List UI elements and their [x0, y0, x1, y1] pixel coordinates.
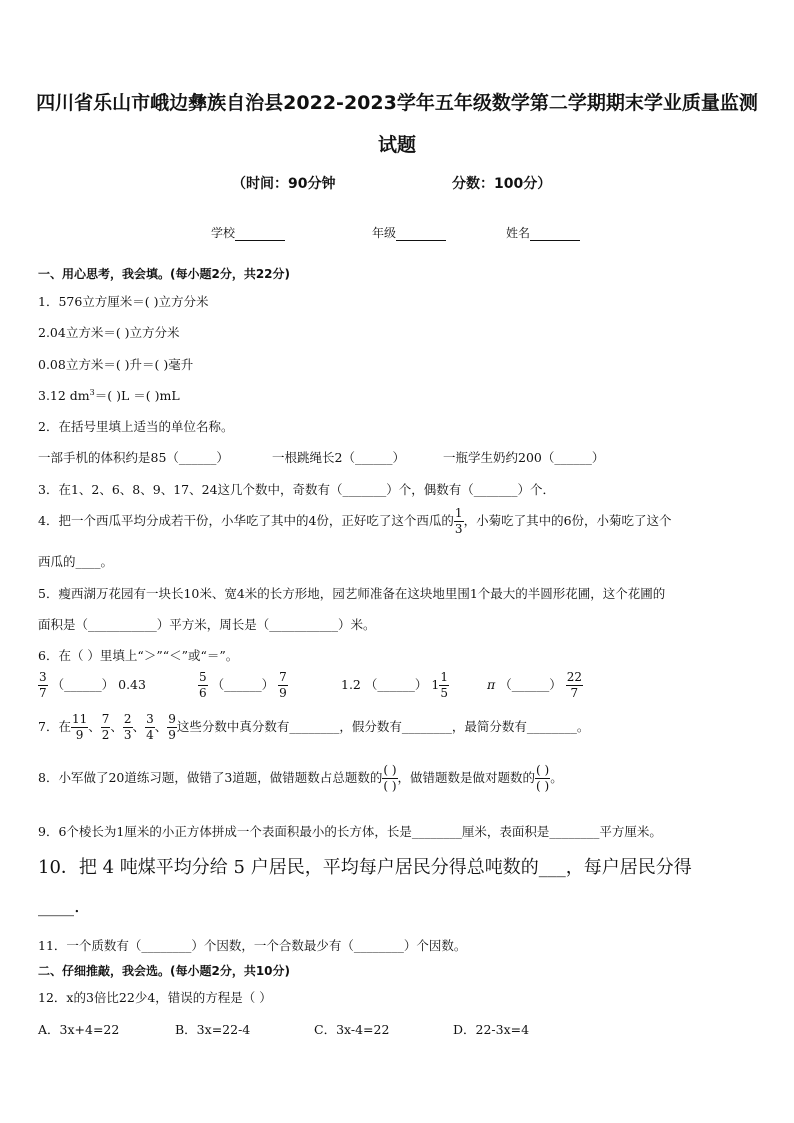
question-2a: 一部手机的体积约是85（______） — [38, 450, 229, 465]
name-label: 姓名 — [506, 226, 531, 240]
question-1c: 0.08立方米＝( )升＝( )毫升 — [38, 357, 194, 372]
school-blank[interactable] — [235, 227, 285, 241]
question-1b: 2.04立方米＝( )立方分米 — [38, 325, 180, 340]
q1d-suffix: ＝( )L ＝( )mL — [94, 388, 180, 403]
section-1-heading: 一、用心思考，我会填。(每小题2分，共22分) — [38, 267, 291, 281]
option-b[interactable]: B．3x=22-4 — [175, 1022, 251, 1037]
question-8: 8．小军做了20道练习题，做错了3道题，做错题数占总题数的 $\frac{( )}{( )}$ ，做错题数是做对题数的 $\frac{( )}{( )}$ 。 — [38, 763, 563, 793]
question-1d — [38, 386, 180, 404]
q6-blank-2[interactable]: （______） — [211, 677, 275, 692]
question-2: 2．在括号里填上适当的单位名称。 — [38, 419, 234, 434]
question-2c: 一瓶学生奶约200（______） — [443, 450, 605, 465]
question-3: 3．在1、2、6、8、9、17、24这几个数中，奇数有（_______）个，偶数有（_______）个． — [38, 482, 556, 497]
q8-blank-fraction-1[interactable]: $\frac{( )}{( )}$ — [383, 763, 397, 793]
exam-title: 四川省乐山市峨边彝族自治县2022-2023学年五年级数学第二学期期末学业质量监测 — [36, 92, 758, 114]
question-9: 9．6个棱长为1厘米的小正方体拼成一个表面积最小的长方体，长是________厘米，表面积是________平方厘米。 — [38, 824, 662, 839]
question-4 — [38, 506, 672, 537]
q6-item-2: $\frac{5}{6}$ （______） $\frac{7}{9}$ — [199, 670, 287, 700]
school-label: 学校 — [211, 226, 236, 240]
question-12: 12．x的3倍比22少4，错误的方程是（ ） — [38, 990, 272, 1005]
q1d-superscript: 3 — [89, 387, 95, 397]
q1d-prefix: 3.12 dm — [38, 388, 90, 403]
question-7: 7．在 $\frac{11}{9}$ 、 $\frac{7}{2}$ 、 $\frac{2}{3}$ 、 $\frac{3}{4}$ 、 $\frac{9}{9}$ 这些分数中真分数有________，假分数有________，最简分数有________。 — [38, 712, 590, 742]
question-6: 6．在（ ）里填上“＞”“＜”或“＝”。 — [38, 648, 239, 663]
q4-fraction: $\frac{1}{3}$ — [454, 506, 463, 536]
q8-blank-fraction-2[interactable]: $\frac{( )}{( )}$ — [536, 763, 550, 793]
grade-field[interactable] — [372, 224, 446, 241]
school-field[interactable] — [211, 224, 285, 241]
time-info: （时间：90分钟 — [232, 176, 336, 192]
question-5b: 面积是（___________）平方米，周长是（___________）米。 — [38, 617, 376, 632]
grade-blank[interactable] — [396, 227, 446, 241]
q6-blank-4[interactable]: （______） — [499, 677, 562, 692]
option-c[interactable]: C．3x-4=22 — [314, 1022, 390, 1037]
q6-item-3: 1.2 （______） 1 $\frac{1}{5}$ — [341, 670, 448, 700]
name-field[interactable] — [506, 224, 580, 241]
question-1a: 1．576立方厘米＝( )立方分米 — [38, 294, 209, 309]
question-2b: 一根跳绳长2（______） — [272, 450, 405, 465]
question-4-cont: 西瓜的____。 — [38, 554, 114, 569]
q6-item-4: π （______） $\frac{22}{7}$ — [487, 670, 582, 700]
q6-blank-1[interactable]: （______） — [51, 677, 115, 692]
name-blank[interactable] — [530, 227, 580, 241]
score-info: 分数：100分） — [452, 176, 552, 192]
grade-label: 年级 — [372, 226, 397, 240]
question-5a: 5．瘦西湖万花园有一块长10米、宽4米的长方形地，园艺师准备在这块地里围1个最大的半圆形花圃，这个花圃的 — [38, 586, 666, 601]
option-a[interactable]: A．3x+4=22 — [38, 1022, 120, 1037]
q4-text-a: 4．把一个西瓜平均分成若干份，小华吃了其中的4份，正好吃了这个西瓜的 — [38, 513, 454, 528]
q6-blank-3[interactable]: （______） — [364, 677, 428, 692]
q6-item-1: $\frac{3}{7}$ （______） 0.43 — [39, 670, 146, 700]
q4-text-b: ，小菊吃了其中的6份，小菊吃了这个 — [463, 513, 672, 528]
exam-title-cont: 试题 — [377, 134, 416, 156]
question-11: 11．一个质数有（________）个因数，一个合数最少有（________）个因数。 — [38, 938, 467, 953]
option-d[interactable]: D．22-3x=4 — [453, 1022, 530, 1037]
question-10-cont: ____. — [38, 896, 80, 917]
question-10: 10．把 4 吨煤平均分给 5 户居民，平均每户居民分得总吨数的___，每户居民分得 — [38, 857, 692, 878]
section-2-heading: 二、仔细推敲，我会选。(每小题2分，共10分) — [38, 964, 291, 978]
